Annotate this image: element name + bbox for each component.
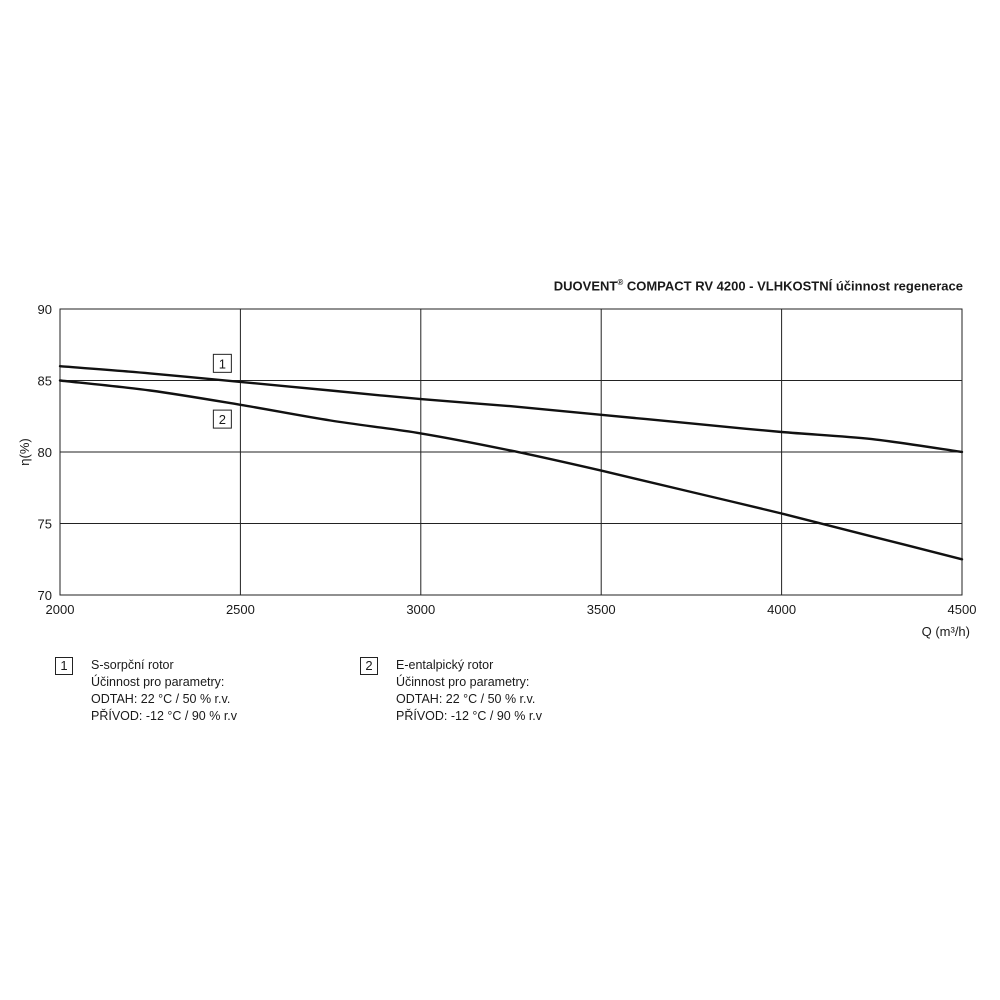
- legend-number-box: 2: [360, 657, 378, 675]
- legend-rotor-name: S-sorpční rotor: [91, 658, 174, 672]
- y-tick-label: 70: [37, 588, 52, 603]
- legend-item-1: [55, 657, 237, 725]
- legend-line: PŘÍVOD: -12 °C / 90 % r.v: [396, 709, 543, 723]
- legend-item-2: [360, 657, 542, 725]
- y-tick-label: 85: [37, 373, 52, 389]
- curve-label-text: 2: [218, 412, 226, 428]
- curve-label-1: [213, 354, 231, 372]
- x-tick-label: 4000: [767, 602, 797, 617]
- y-axis-label: η(%): [17, 438, 32, 466]
- y-tick-label: 90: [37, 302, 52, 317]
- x-tick-label: 2500: [225, 602, 255, 617]
- legend-rotor-name: E-entalpický rotor: [396, 658, 494, 672]
- legend-line: Účinnost pro parametry:: [396, 675, 530, 689]
- curve-label-text: 1: [218, 356, 226, 372]
- y-tick-label: 75: [37, 516, 52, 532]
- chart-title: DUOVENT® COMPACT RV 4200 - VLHKOSTNÍ účinnost regenerace: [553, 278, 963, 294]
- legend-line: PŘÍVOD: -12 °C / 90 % r.v: [91, 709, 238, 723]
- x-axis-label: Q (m³/h): [921, 624, 970, 639]
- y-tick-label: 80: [37, 445, 52, 460]
- legend-number-box: 1: [55, 657, 73, 675]
- x-tick-label: 4500: [947, 602, 977, 617]
- legend-line: ODTAH: 22 °C / 50 % r.v.: [91, 692, 231, 706]
- x-tick-label: 3500: [586, 602, 616, 617]
- x-tick-label: 3000: [406, 602, 436, 617]
- legend-line: ODTAH: 22 °C / 50 % r.v.: [396, 692, 536, 706]
- legend-line: Účinnost pro parametry:: [91, 675, 225, 689]
- x-tick-label: 2000: [45, 602, 75, 617]
- curve-label-2: [213, 410, 231, 428]
- series-line-1: [60, 366, 962, 452]
